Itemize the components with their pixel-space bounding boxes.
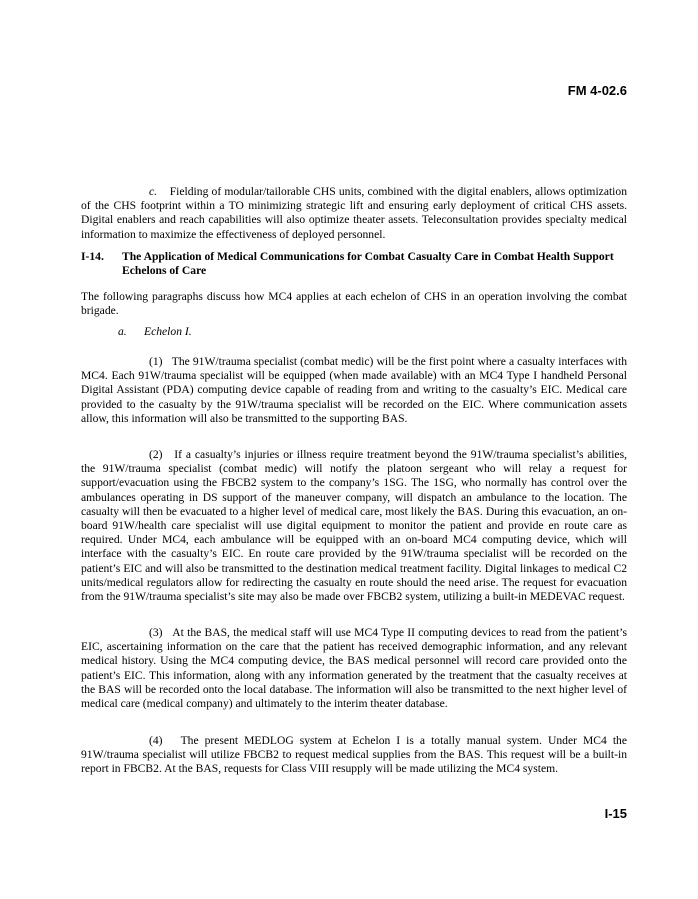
page-number: I-15: [604, 806, 627, 821]
paragraph-c-label: c.: [149, 185, 158, 198]
subsection-a-heading: [118, 325, 192, 339]
paragraph-2-text: If a casualty’s injuries or illness require treatment beyond the 91W/trauma specialist’s abilities, the 91W/trauma specialist (combat medic) will notify the platoon sergeant who will relay a request for support/evacuation using the FBCB2 system to the company’s 1SG. The 1SG, who normally has control over the ambulances operating in DS support of the maneuver company, will dispatch an ambulance to the location. The casualty will then be evacuated to a higher level of medical care, most likely the BAS. During this evacuation, an on-board 91W/health care specialist will use digital equipment to monitor the patient and provide en route care as required. Under MC4, each ambulance will be equipped with an on-board MC4 computing device, which will interface with the casualty’s EIC. En route care provided by the 91W/trauma specialist will be recorded on the patient’s EIC and will also be transmitted to the destination medical treatment facility. Digital linkages to medical C2 units/medical regulators allow for redirecting the casualty en route should the need arise. The request for evacuation from the 91W/trauma specialist’s site may also be made over FBCB2 system, utilizing a built-in MEDEVAC request.: [81, 448, 627, 604]
paragraph-1: [81, 355, 627, 426]
section-number: I-14.: [81, 250, 104, 263]
document-id-header: FM 4-02.6: [567, 83, 627, 98]
paragraph-3: [81, 626, 627, 711]
intro-paragraph: The following paragraphs discuss how MC4 applies at each echelon of CHS in an operation involving the combat brigade.: [81, 290, 627, 318]
paragraph-4-number: (4): [149, 734, 163, 747]
paragraph-3-text: At the BAS, the medical staff will use MC4 Type II computing devices to read from the patient’s EIC, ascertaining information on the care that the patient has received demographic information, and any relevant medical history. Using the MC4 computing device, the BAS medical personnel will record care provided onto the patient’s EIC. This information, along with any information generated by the treatment that the casualty receives at the BAS will be recorded onto the local database. The information will also be transmitted to the next higher level of medical care (medical company) and ultimately to the interim theater database.: [81, 626, 627, 711]
section-heading: [81, 250, 627, 278]
subsection-a-letter: a.: [118, 325, 127, 338]
paragraph-c-text: Fielding of modular/tailorable CHS units, combined with the digital enablers, allows optimization of the CHS footprint within a TO minimizing strategic lift and ensuring early deployment of critical CHS assets. Digital enablers and reach capabilities will also optimize theater assets. Teleconsultation provides specialty medical information to maximize the effectiveness of deployed personnel.: [81, 185, 627, 241]
section-title: The Application of Medical Communications for Combat Casualty Care in Combat Health Support Echelons of Care: [122, 250, 614, 278]
paragraph-1-text: The 91W/trauma specialist (combat medic) will be the first point where a casualty interfaces with MC4. Each 91W/trauma specialist will be equipped (when made available) with an MC4 Type I handheld Personal Digital Assistant (PDA) computing device capable of reading from and writing to the casualty’s EIC. Medical care provided to the casualty by the 91W/trauma specialist will be recorded on the EIC. Where communication assets allow, this information will also be transmitted to the supporting BAS.: [81, 355, 627, 425]
paragraph-c: [81, 185, 627, 242]
paragraph-3-number: (3): [149, 626, 163, 639]
paragraph-2-number: (2): [149, 448, 163, 461]
paragraph-4-text: The present MEDLOG system at Echelon I is a totally manual system. Under MC4 the 91W/trauma specialist will utilize FBCB2 to request medical supplies from the BAS. This request will be a built-in report in FBCB2. At the BAS, requests for Class VIII resupply will be made utilizing the MC4 system.: [81, 734, 627, 776]
subsection-a-title: Echelon I.: [144, 325, 192, 338]
paragraph-1-number: (1): [149, 355, 163, 368]
paragraph-2: [81, 448, 627, 604]
paragraph-4: [81, 734, 627, 777]
